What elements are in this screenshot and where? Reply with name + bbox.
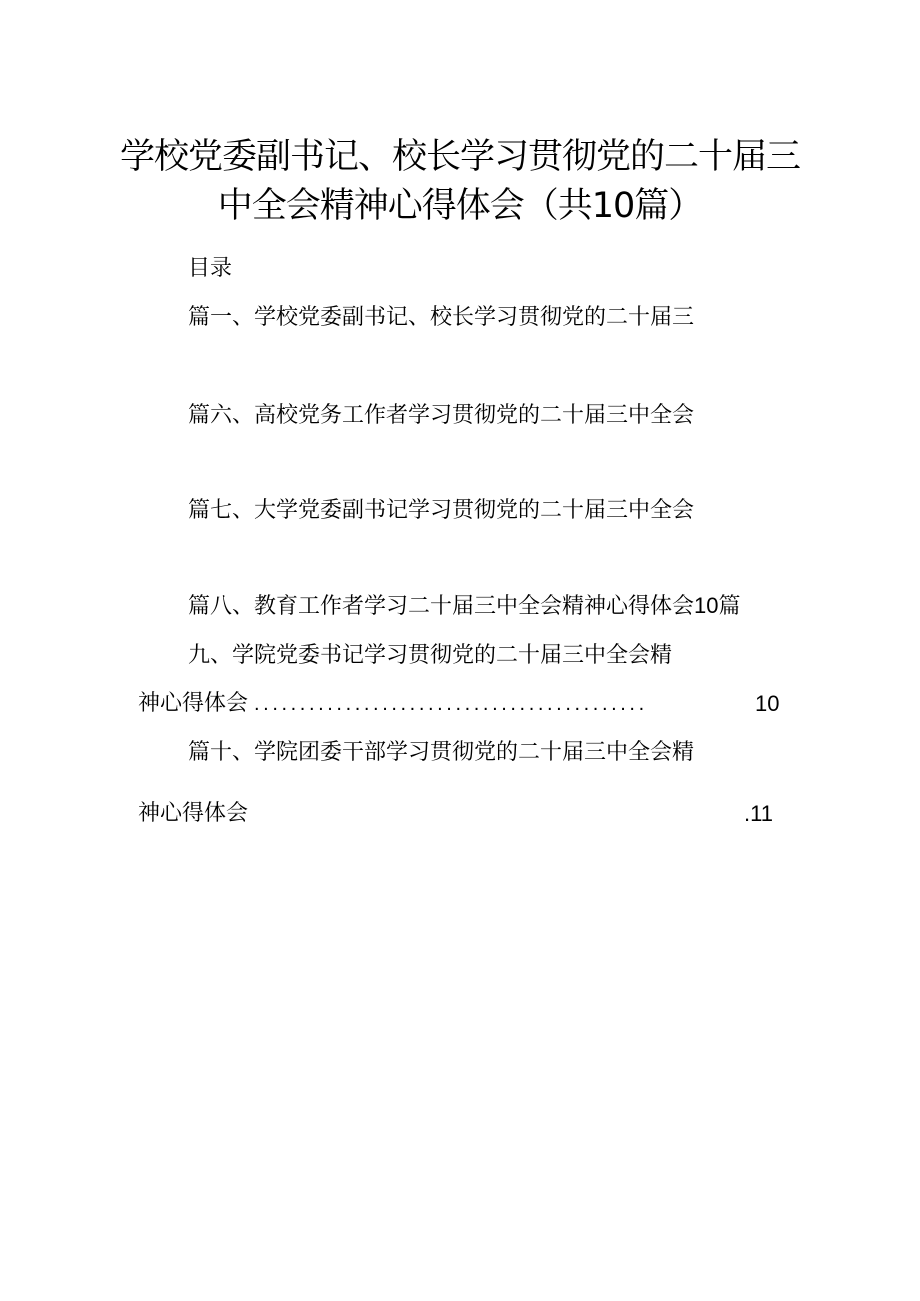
toc-entry-4-suffix: 10篇 xyxy=(694,593,741,618)
toc-entry-6-page-number: .11 xyxy=(744,801,773,826)
toc-entry-6: 篇十、学院团委干部学习贯彻党的二十届三中全会精 xyxy=(188,740,695,765)
toc-entry-6-continuation: 神心得体会 xyxy=(138,801,249,826)
toc-entry-5-leader: ........................................... xyxy=(254,693,648,715)
toc-entry-5-page-number: 10 xyxy=(755,691,780,716)
document-title-line-1: 学校党委副书记、校长学习贯彻党的二十届三 xyxy=(119,137,800,177)
toc-entry-4 xyxy=(188,592,741,621)
toc-entry-3: 篇七、大学党委副书记学习贯彻党的二十届三中全会 xyxy=(188,498,695,523)
toc-entry-1: 篇一、学校党委副书记、校长学习贯彻党的二十届三 xyxy=(188,305,695,330)
document-title-line-2: 中全会精神心得体会（共10篇） xyxy=(217,186,703,226)
toc-entry-5: 九、学院党委书记学习贯彻党的二十届三中全会精 xyxy=(188,643,673,668)
toc-entry-4-text: 篇八、教育工作者学习二十届三中全会精神心得体会 xyxy=(188,594,695,619)
toc-entry-2: 篇六、高校党务工作者学习贯彻党的二十届三中全会 xyxy=(188,403,695,428)
toc-heading: 目录 xyxy=(188,256,233,281)
toc-entry-5-continuation: 神心得体会 xyxy=(138,691,249,716)
